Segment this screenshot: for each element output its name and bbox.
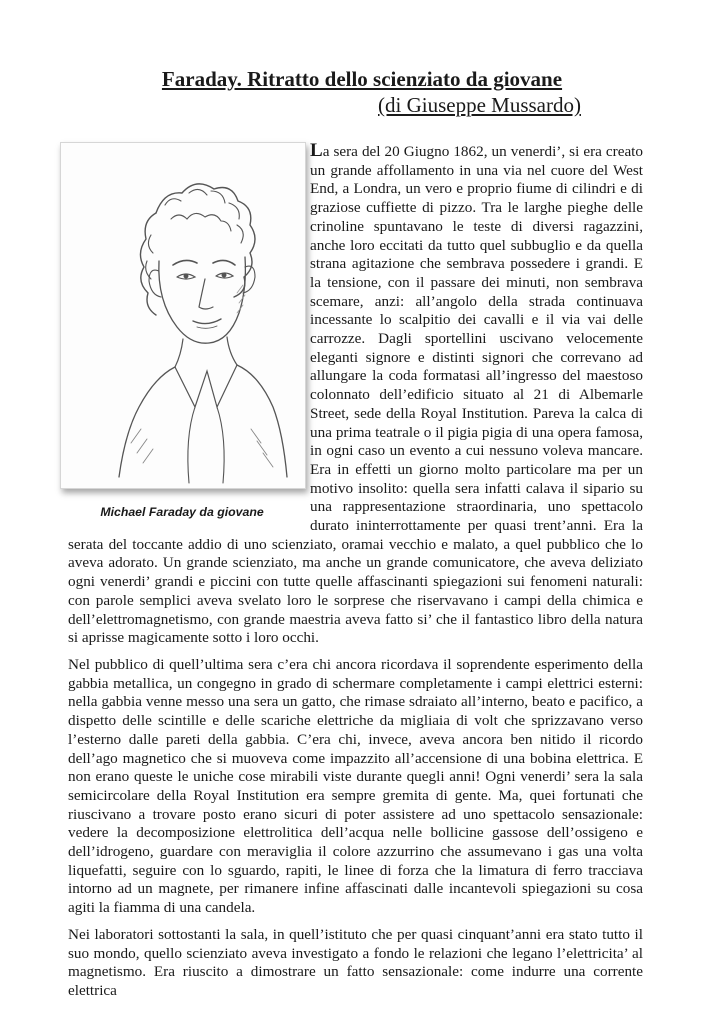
article-title: Faraday. Ritratto dello scienziato da giovane xyxy=(161,67,563,91)
paragraph-2: Nel pubblico di quell’ultima sera c’era chi ancora ricordava il soprendente esperimento della gabbia metallica, un congegno in grado di schermare completamente i campi elettrici esterni: nella gabbia venne messo una sera un gatto, che rimase sdraiato all’interno, beato e pacifico, a dispetto delle scintille e delle scariche elettriche da migliaia di volt che sprizzavano verso l’esterno dalle pareti della gabbia. C’era chi, invece, aveva ancora ben nitido il ricordo dell’ago magnetico che si muoveva come impazzito all’accensione di una bobina elettrica. E non erano queste le uniche cose mirabili viste durante quegli anni! Ogni venerdi’ sera la sala semicircolare della Royal Institution era sempre gremita di gente. Ma, quei fortunati che riuscivano a trovare posto erano sicuri di poter assistere ad uno spettacolo sensazionale: vedere la decomposizione elettrolitica dell’acqua nelle bollicine gassose dell’ossigeno e dell’idrogeno, guardare con meraviglia il colore azzurrino che assumevano i gas una volta liquefatti, seguire con lo sguardo, rapiti, le linee di forza che la limatura di ferro tracciava intorno ad un magnete, per rimanere infine affascinati dalle incantevoli spiegazioni su cosa agiti la fiamma di una candela. xyxy=(68,655,643,917)
faraday-portrait-sketch xyxy=(61,143,305,488)
paragraph-1-text: a sera del 20 Giugno 1862, un venerdi’, si era creato un grande affollamento in una via nel cuore del West End, a Londra, un vero e proprio fiume di cilindri e di graziose cuffiette di pizzo. Tra le larghe pieghe delle crinoline spuntavano le teste di diversi ragazzini, anche loro eccitati da tutto quel subbuglio e da quella strana agitazione che sembrava possedere i grandi. E la tensione, con il passare dei minuti, non sembrava scemare, anzi: all’angolo della strada continuava incessante lo scalpitio dei cavalli e il via vai delle carrozze. Dagli sportellini uscivano velocemente eleganti signore e distinti signori che correvano ad allungare la coda formatasi all’ingresso del maestoso colonnato dell’edificio situato al 21 di Albemarle Street, sede della Royal Institution. Pareva la calca di una prima teatrale o il pigia pigia di una opera famosa, in ogni caso un evento a cui nessuno voleva mancare. Era in effetti un giorno molto particolare ma per un motivo insolito: quella sera infatti calava il sipario su una rappresentazione straordinaria, uno spettacolo durato ininterrottamente per quasi trent’anni. Era la serata del toccante addio di uno scienziato, oramai vecchio e malato, a quel pubblico che lo aveva adorato. Un grande scienziato, ma anche un grande comunicatore, che aveva deliziato ogni venerdi’ grandi e piccini con tutte quelle affascinanti spiegazioni sui fenomeni naturali: con parole semplici aveva svelato loro le sorprese che riservavano i campi della chimica e dell’elettromagnetismo, con grande maestria aveva fatto si’ che il fantastico libro della natura si aprisse magicamente sotto i loro occhi. xyxy=(68,143,643,647)
portrait-frame xyxy=(60,142,306,489)
portrait-figure xyxy=(60,142,310,526)
article-author: (di Giuseppe Mussardo) xyxy=(378,93,581,117)
article-body xyxy=(68,142,643,1009)
portrait-caption: Michael Faraday da giovane xyxy=(100,505,264,519)
drop-cap: L xyxy=(310,140,323,161)
paragraph-3: Nei laboratori sottostanti la sala, in quell’istituto che per quasi cinquant’anni era stato tutto il suo mondo, quello scienziato aveva investigato a fondo le relazioni che legano l’elettricita’ al magnetismo. Era riuscito a dimostrare un fatto sensazionale: come indurre una corrente elettrica xyxy=(68,925,643,999)
